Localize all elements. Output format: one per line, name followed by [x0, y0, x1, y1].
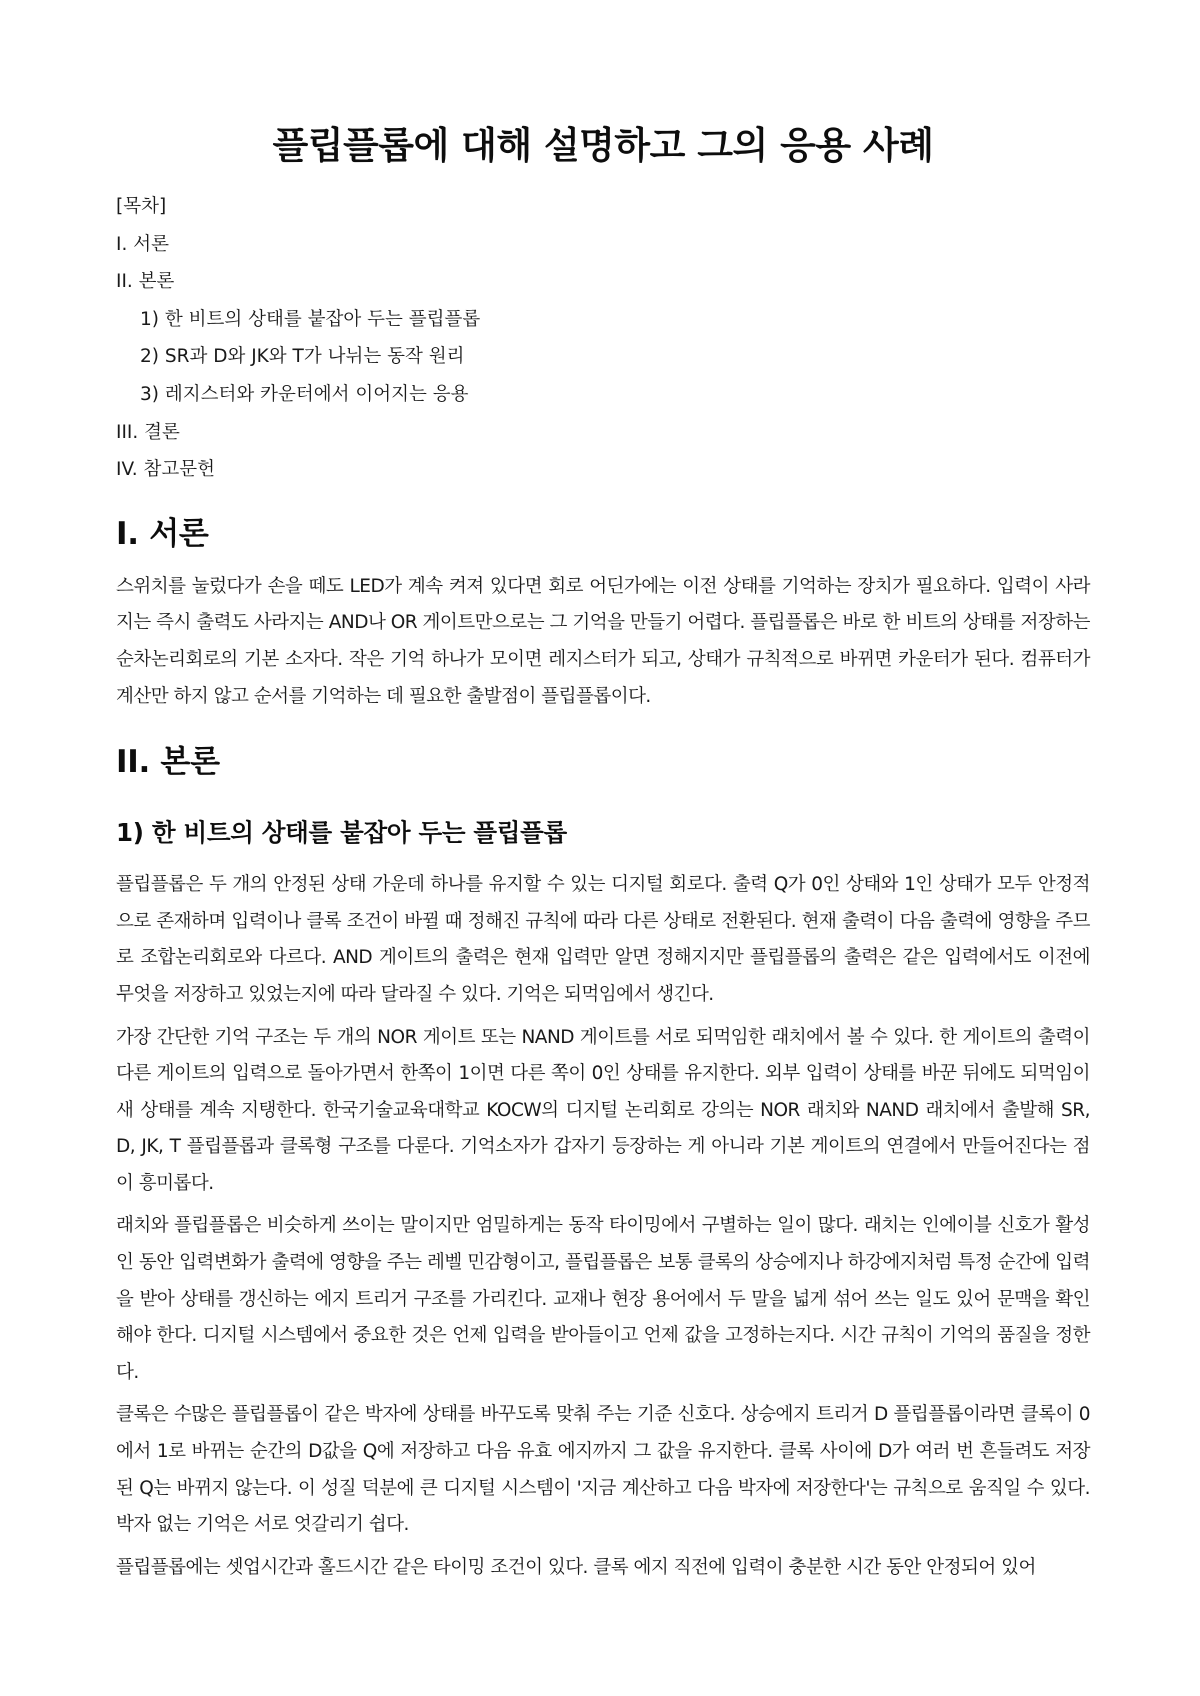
body-paragraph-3: 래치와 플립플롭은 비슷하게 쓰이는 말이지만 엄밀하게는 동작 타이밍에서 구별하는 일이 많다. 래치는 인에이블 신호가 활성인 동안 입력변화가 출력에 영향을 주는 레벨 민감형이고, 플립플롭은 보통 클록의 상승에지나 하강에지처럼 특정 순간에 입력을 받아 상태를 갱신하는 에지 트리거 구조를 가리킨다. 교재나 현장 용어에서 두 말을 넓게 섞어 쓰는 일도 있어 문맥을 확인해야 한다. 디지털 시스템에서 중요한 것은 언제 입력을 받아들이고 언제 값을 고정하는지다. 시간 규칙이 기억의 품질을 정한다.: [116, 1215, 1090, 1383]
section-heading-intro: I. 서론: [116, 515, 209, 552]
toc-item-body: II. 본론: [116, 271, 175, 293]
body-paragraph-5: 플립플롭에는 셋업시간과 홀드시간 같은 타이밍 조건이 있다. 클록 에지 직전에 입력이 충분한 시간 동안 안정되어 있어: [116, 1556, 1036, 1578]
intro-paragraph: 스위치를 눌렀다가 손을 떼도 LED가 계속 켜져 있다면 회로 어딘가에는 이전 상태를 기억하는 장치가 필요하다. 입력이 사라지는 즉시 출력도 사라지는 AND나 OR 게이트만으로는 그 기억을 만들기 어렵다. 플립플롭은 바로 한 비트의 상태를 저장하는 순차논리회로의 기본 소자다. 작은 기억 하나가 모이면 레지스터가 되고, 상태가 규칙적으로 바뀌면 카운터가 된다. 컴퓨터가 계산만 하지 않고 순서를 기억하는 데 필요한 출발점이 플립플롭이다.: [116, 575, 1090, 707]
toc-heading: [목차]: [116, 196, 167, 217]
toc-item-body-3: 3) 레지스터와 카운터에서 이어지는 응용: [140, 383, 469, 405]
body-paragraph-4: 클록은 수많은 플립플롭이 같은 박자에 상태를 바꾸도록 맞춰 주는 기준 신호다. 상승에지 트리거 D 플립플롭이라면 클록이 0에서 1로 바뀌는 순간의 D값을 Q에 저장하고 다음 유효 에지까지 그 값을 유지한다. 클록 사이에 D가 여러 번 흔들려도 저장된 Q는 바뀌지 않는다. 이 성질 덕분에 큰 디지털 시스템이 '지금 계산하고 다음 박자에 저장한다'는 규칙으로 움직일 수 있다. 박자 없는 기억은 서로 엇갈리기 쉽다.: [116, 1404, 1090, 1536]
toc-item-body-1: 1) 한 비트의 상태를 붙잡아 두는 플립플롭: [140, 308, 481, 330]
body-paragraph-1: 플립플롭은 두 개의 안정된 상태 가운데 하나를 유지할 수 있는 디지털 회로다. 출력 Q가 0인 상태와 1인 상태가 모두 안정적으로 존재하며 입력이나 클록 조건이 바뀔 때 정해진 규칙에 따라 다른 상태로 전환된다. 현재 출력이 다음 출력에 영향을 주므로 조합논리회로와 다르다. AND 게이트의 출력은 현재 입력만 알면 정해지지만 플립플롭의 출력은 같은 입력에서도 이전에 무엇을 저장하고 있었는지에 따라 달라질 수 있다. 기억은 되먹임에서 생긴다.: [116, 874, 1090, 1005]
toc-item-conclusion: III. 결론: [116, 421, 180, 443]
document-title: 플립플롭에 대해 설명하고 그의 응용 사례: [272, 124, 934, 167]
body-paragraph-2: 가장 간단한 기억 구조는 두 개의 NOR 게이트 또는 NAND 게이트를 서로 되먹임한 래치에서 볼 수 있다. 한 게이트의 출력이 다른 게이트의 입력으로 돌아가면서 한쪽이 1이면 다른 쪽이 0인 상태를 유지한다. 외부 입력이 상태를 바꾼 뒤에도 되먹임이 새 상태를 계속 지탱한다. 한국기술교육대학교 KOCW의 디지털 논리회로 강의는 NOR 래치와 NAND 래치에서 출발해 SR, D, JK, T 플립플롭과 클록형 구조를 다룬다. 기억소자가 갑자기 등장하는 게 아니라 기본 게이트의 연결에서 만들어진다는 점이 흥미롭다.: [116, 1026, 1090, 1194]
toc-item-body-2: 2) SR과 D와 JK와 T가 나뉘는 동작 원리: [140, 346, 465, 368]
table-of-contents: [116, 188, 1090, 489]
document-page: [116, 0, 1090, 1586]
toc-item-references: IV. 참고문헌: [116, 459, 215, 481]
toc-item-intro: I. 서론: [116, 233, 169, 255]
section-heading-body: II. 본론: [116, 744, 220, 781]
subsection-heading-1: 1) 한 비트의 상태를 붙잡아 두는 플립플롭: [116, 818, 567, 848]
